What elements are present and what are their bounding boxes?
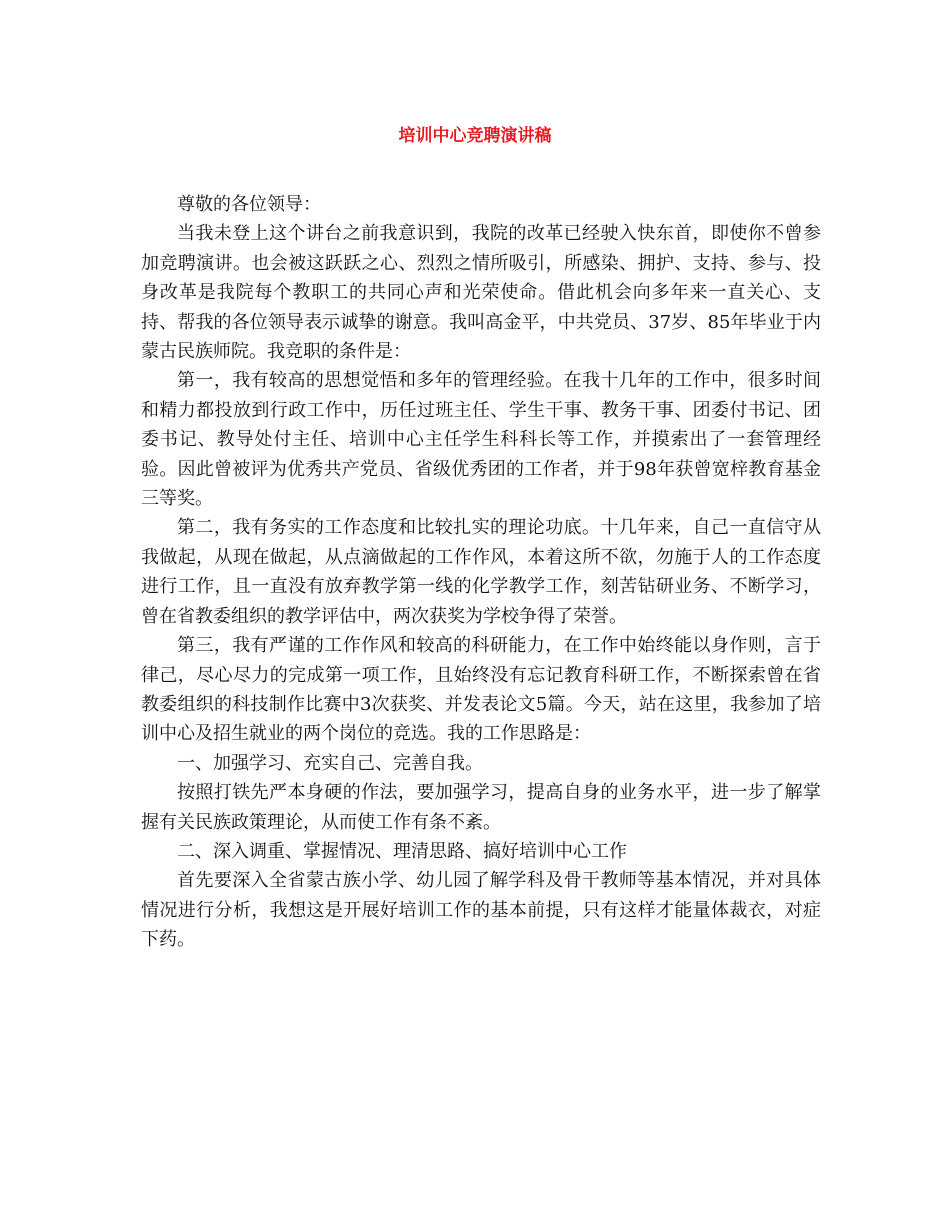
paragraph-first-qualification: 第一，我有较高的思想觉悟和多年的管理经验。在我十几年的工作中，很多时间和精力都投放到行政工作中，历任过班主任、学生干事、教务干事、团委付书记、团委书记、教导处付主任、培训中心主任学生科科长等工作，并摸索出了一套管理经验。因此曾被评为优秀共产党员、省级优秀团的工作者，并于98年获曾宽梓教育基金三等奖。 — [141, 370, 821, 510]
paragraph-plan-heading-1: 一、加强学习、充实自己、完善自我。 — [177, 752, 483, 774]
paragraph-plan-detail-1: 按照打铁先严本身硬的作法，要加强学习，提高自身的业务水平，进一步了解掌握有关民族政策理论，从而使工作有条不紊。 — [141, 782, 821, 833]
document-body — [141, 190, 821, 955]
paragraph-third-qualification: 第三，我有严谨的工作作风和较高的科研能力，在工作中始终能以身作则，言于律己，尽心尽力的完成第一项工作，且始终没有忘记教育科研工作，不断探索曾在省教委组织的科技制作比赛中3次获奖、并发表论文5篇。今天，站在这里，我参加了培训中心及招生就业的两个岗位的竞选。我的工作思路是： — [141, 635, 821, 745]
paragraph-introduction: 当我未登上这个讲台之前我意识到，我院的改革已经驶入快东首，即使你不曾参加竞聘演讲。也会被这跃跃之心、烈烈之情所吸引，所感染、拥护、支持、参与、投身改革是我院每个教职工的共同心声和光荣使命。借此机会向多年来一直关心、支持、帮我的各位领导表示诚挚的谢意。我叫高金平，中共党员、37岁、85年毕业于内蒙古民族师院。我竞职的条件是： — [141, 223, 821, 363]
document-title: 培训中心竞聘演讲稿 — [398, 126, 552, 146]
paragraph-second-qualification: 第二，我有务实的工作态度和比较扎实的理论功底。十几年来，自己一直信守从我做起，从现在做起，从点滴做起的工作作风，本着这所不欲，勿施于人的工作态度进行工作，且一直没有放弃教学第一线的化学教学工作，刻苦钻研业务、不断学习，曾在省教委组织的教学评估中，两次获奖为学校争得了荣誉。 — [141, 517, 821, 627]
paragraph-plan-detail-2: 首先要深入全省蒙古族小学、幼儿园了解学科及骨干教师等基本情况，并对具体情况进行分析，我想这是开展好培训工作的基本前提，只有这样才能量体裁衣，对症下药。 — [141, 870, 821, 951]
paragraph-plan-heading-2: 二、深入调重、掌握情况、理清思路、搞好培训中心工作 — [177, 840, 627, 862]
paragraph-greeting: 尊敬的各位领导： — [177, 194, 321, 215]
